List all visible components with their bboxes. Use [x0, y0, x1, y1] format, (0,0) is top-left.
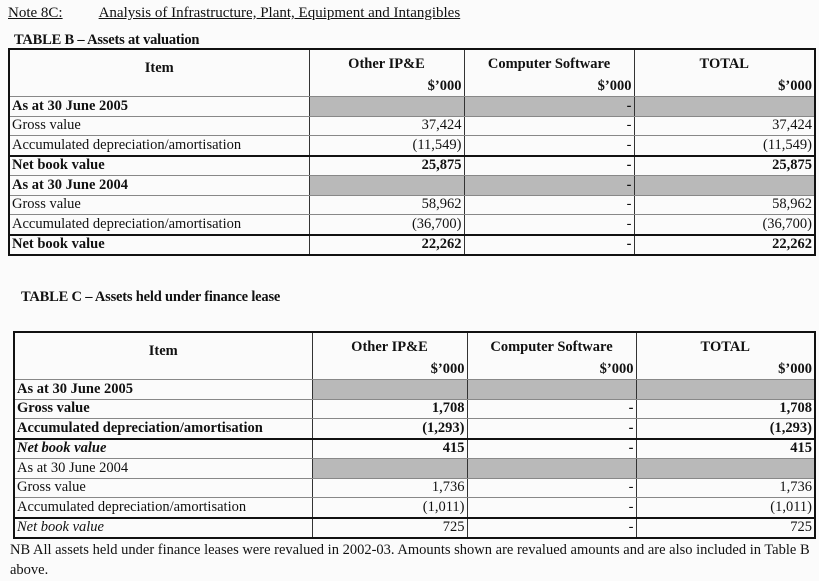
total-row [14, 439, 815, 459]
column-header-label: Computer Software [490, 339, 613, 355]
row-label: Gross value [9, 116, 309, 136]
column-header-label: Computer Software [487, 56, 611, 72]
cell-value: (36,700) [634, 215, 815, 235]
column-header-label: Item [148, 343, 178, 359]
row-label: Accumulated depreciation/amortisation [14, 498, 312, 518]
cell-value: - [467, 399, 636, 419]
table-b-caption: TABLE B – Assets at valuation [14, 32, 200, 48]
cell-value: (11,549) [309, 136, 464, 156]
total-row [9, 156, 815, 176]
section-row [9, 176, 815, 196]
header-row [9, 49, 815, 97]
total-row [9, 235, 815, 256]
note-title: Analysis of Infrastructure, Plant, Equipment and Intangibles [98, 5, 461, 21]
column-unit: $’000 [778, 78, 812, 94]
row-label: As at 30 June 2004 [14, 459, 312, 479]
cell-value: 22,262 [309, 235, 464, 256]
cell-value: 415 [312, 439, 467, 459]
cell-value: 22,262 [634, 235, 815, 256]
cell-value [312, 459, 467, 479]
cell-value [312, 380, 467, 400]
cell-value [636, 380, 815, 400]
column-header [9, 49, 309, 97]
column-header [14, 332, 312, 380]
table-row [9, 136, 815, 156]
note-heading [8, 5, 460, 22]
cell-value: 415 [636, 439, 815, 459]
row-label: Net book value [14, 439, 312, 459]
cell-value: 1,736 [636, 478, 815, 498]
total-row [14, 518, 815, 539]
column-header-label: Item [144, 60, 174, 76]
cell-value: - [464, 176, 634, 196]
cell-value: 37,424 [634, 116, 815, 136]
row-label: Net book value [9, 156, 309, 176]
cell-value: 1,708 [636, 399, 815, 419]
row-label: As at 30 June 2005 [14, 380, 312, 400]
table-b-assets-at-valuation [8, 48, 816, 256]
cell-value: - [464, 116, 634, 136]
row-label: Gross value [9, 195, 309, 215]
column-header-label: TOTAL [699, 56, 749, 72]
cell-value: - [464, 195, 634, 215]
cell-value: 25,875 [634, 156, 815, 176]
row-label: As at 30 June 2004 [9, 176, 309, 196]
cell-value [467, 459, 636, 479]
cell-value: 725 [312, 518, 467, 539]
row-label: Accumulated depreciation/amortisation [14, 419, 312, 439]
row-label: Net book value [14, 518, 312, 539]
cell-value: - [464, 97, 634, 117]
column-header [467, 332, 636, 380]
cell-value: - [464, 156, 634, 176]
column-header [464, 49, 634, 97]
cell-value: 25,875 [309, 156, 464, 176]
cell-value: - [464, 235, 634, 256]
table-row [9, 195, 815, 215]
cell-value: 725 [636, 518, 815, 539]
section-row [9, 97, 815, 117]
row-label: Net book value [9, 235, 309, 256]
column-header-label: TOTAL [700, 339, 750, 355]
cell-value: - [467, 439, 636, 459]
cell-value: 37,424 [309, 116, 464, 136]
row-label: Accumulated depreciation/amortisation [9, 215, 309, 235]
cell-value: 58,962 [634, 195, 815, 215]
cell-value: (1,011) [312, 498, 467, 518]
table-row [9, 116, 815, 136]
row-label: Gross value [14, 399, 312, 419]
row-label: Accumulated depreciation/amortisation [9, 136, 309, 156]
table-c-finance-lease [13, 331, 816, 539]
cell-value [634, 176, 815, 196]
column-unit: $’000 [430, 361, 465, 377]
cell-value: - [467, 478, 636, 498]
column-unit: $’000 [778, 361, 812, 377]
column-header [636, 332, 815, 380]
cell-value: (1,293) [312, 419, 467, 439]
cell-value [467, 380, 636, 400]
cell-value: 58,962 [309, 195, 464, 215]
section-row [14, 459, 815, 479]
cell-value: (1,011) [636, 498, 815, 518]
table-row [14, 498, 815, 518]
cell-value: 1,736 [312, 478, 467, 498]
cell-value [636, 459, 815, 479]
column-header [312, 332, 467, 380]
table-c-caption: TABLE C – Assets held under finance lease [21, 289, 281, 305]
table-row [14, 399, 815, 419]
note-label: Note 8C: [8, 5, 63, 21]
row-label: Gross value [14, 478, 312, 498]
cell-value [309, 97, 464, 117]
table-row [9, 215, 815, 235]
row-label: As at 30 June 2005 [9, 97, 309, 117]
cell-value: 1,708 [312, 399, 467, 419]
cell-value: - [464, 136, 634, 156]
table-row [14, 478, 815, 498]
column-header [634, 49, 815, 97]
cell-value: - [467, 419, 636, 439]
column-unit: $’000 [599, 361, 634, 377]
footnote: NB All assets held under finance leases were revalued in 2002-03. Amounts shown are revalued amounts and are also included in Table B above. [10, 542, 810, 578]
header-row [14, 332, 815, 380]
cell-value: - [467, 518, 636, 539]
cell-value: - [467, 498, 636, 518]
column-header-label: Other IP&E [348, 56, 425, 72]
cell-value: (1,293) [636, 419, 815, 439]
section-row [14, 380, 815, 400]
column-unit: $’000 [427, 78, 462, 94]
cell-value: - [464, 215, 634, 235]
table-row [14, 419, 815, 439]
cell-value: (36,700) [309, 215, 464, 235]
cell-value [634, 97, 815, 117]
column-header [309, 49, 464, 97]
column-header-label: Other IP&E [351, 339, 428, 355]
cell-value: (11,549) [634, 136, 815, 156]
cell-value [309, 176, 464, 196]
column-unit: $’000 [597, 78, 632, 94]
